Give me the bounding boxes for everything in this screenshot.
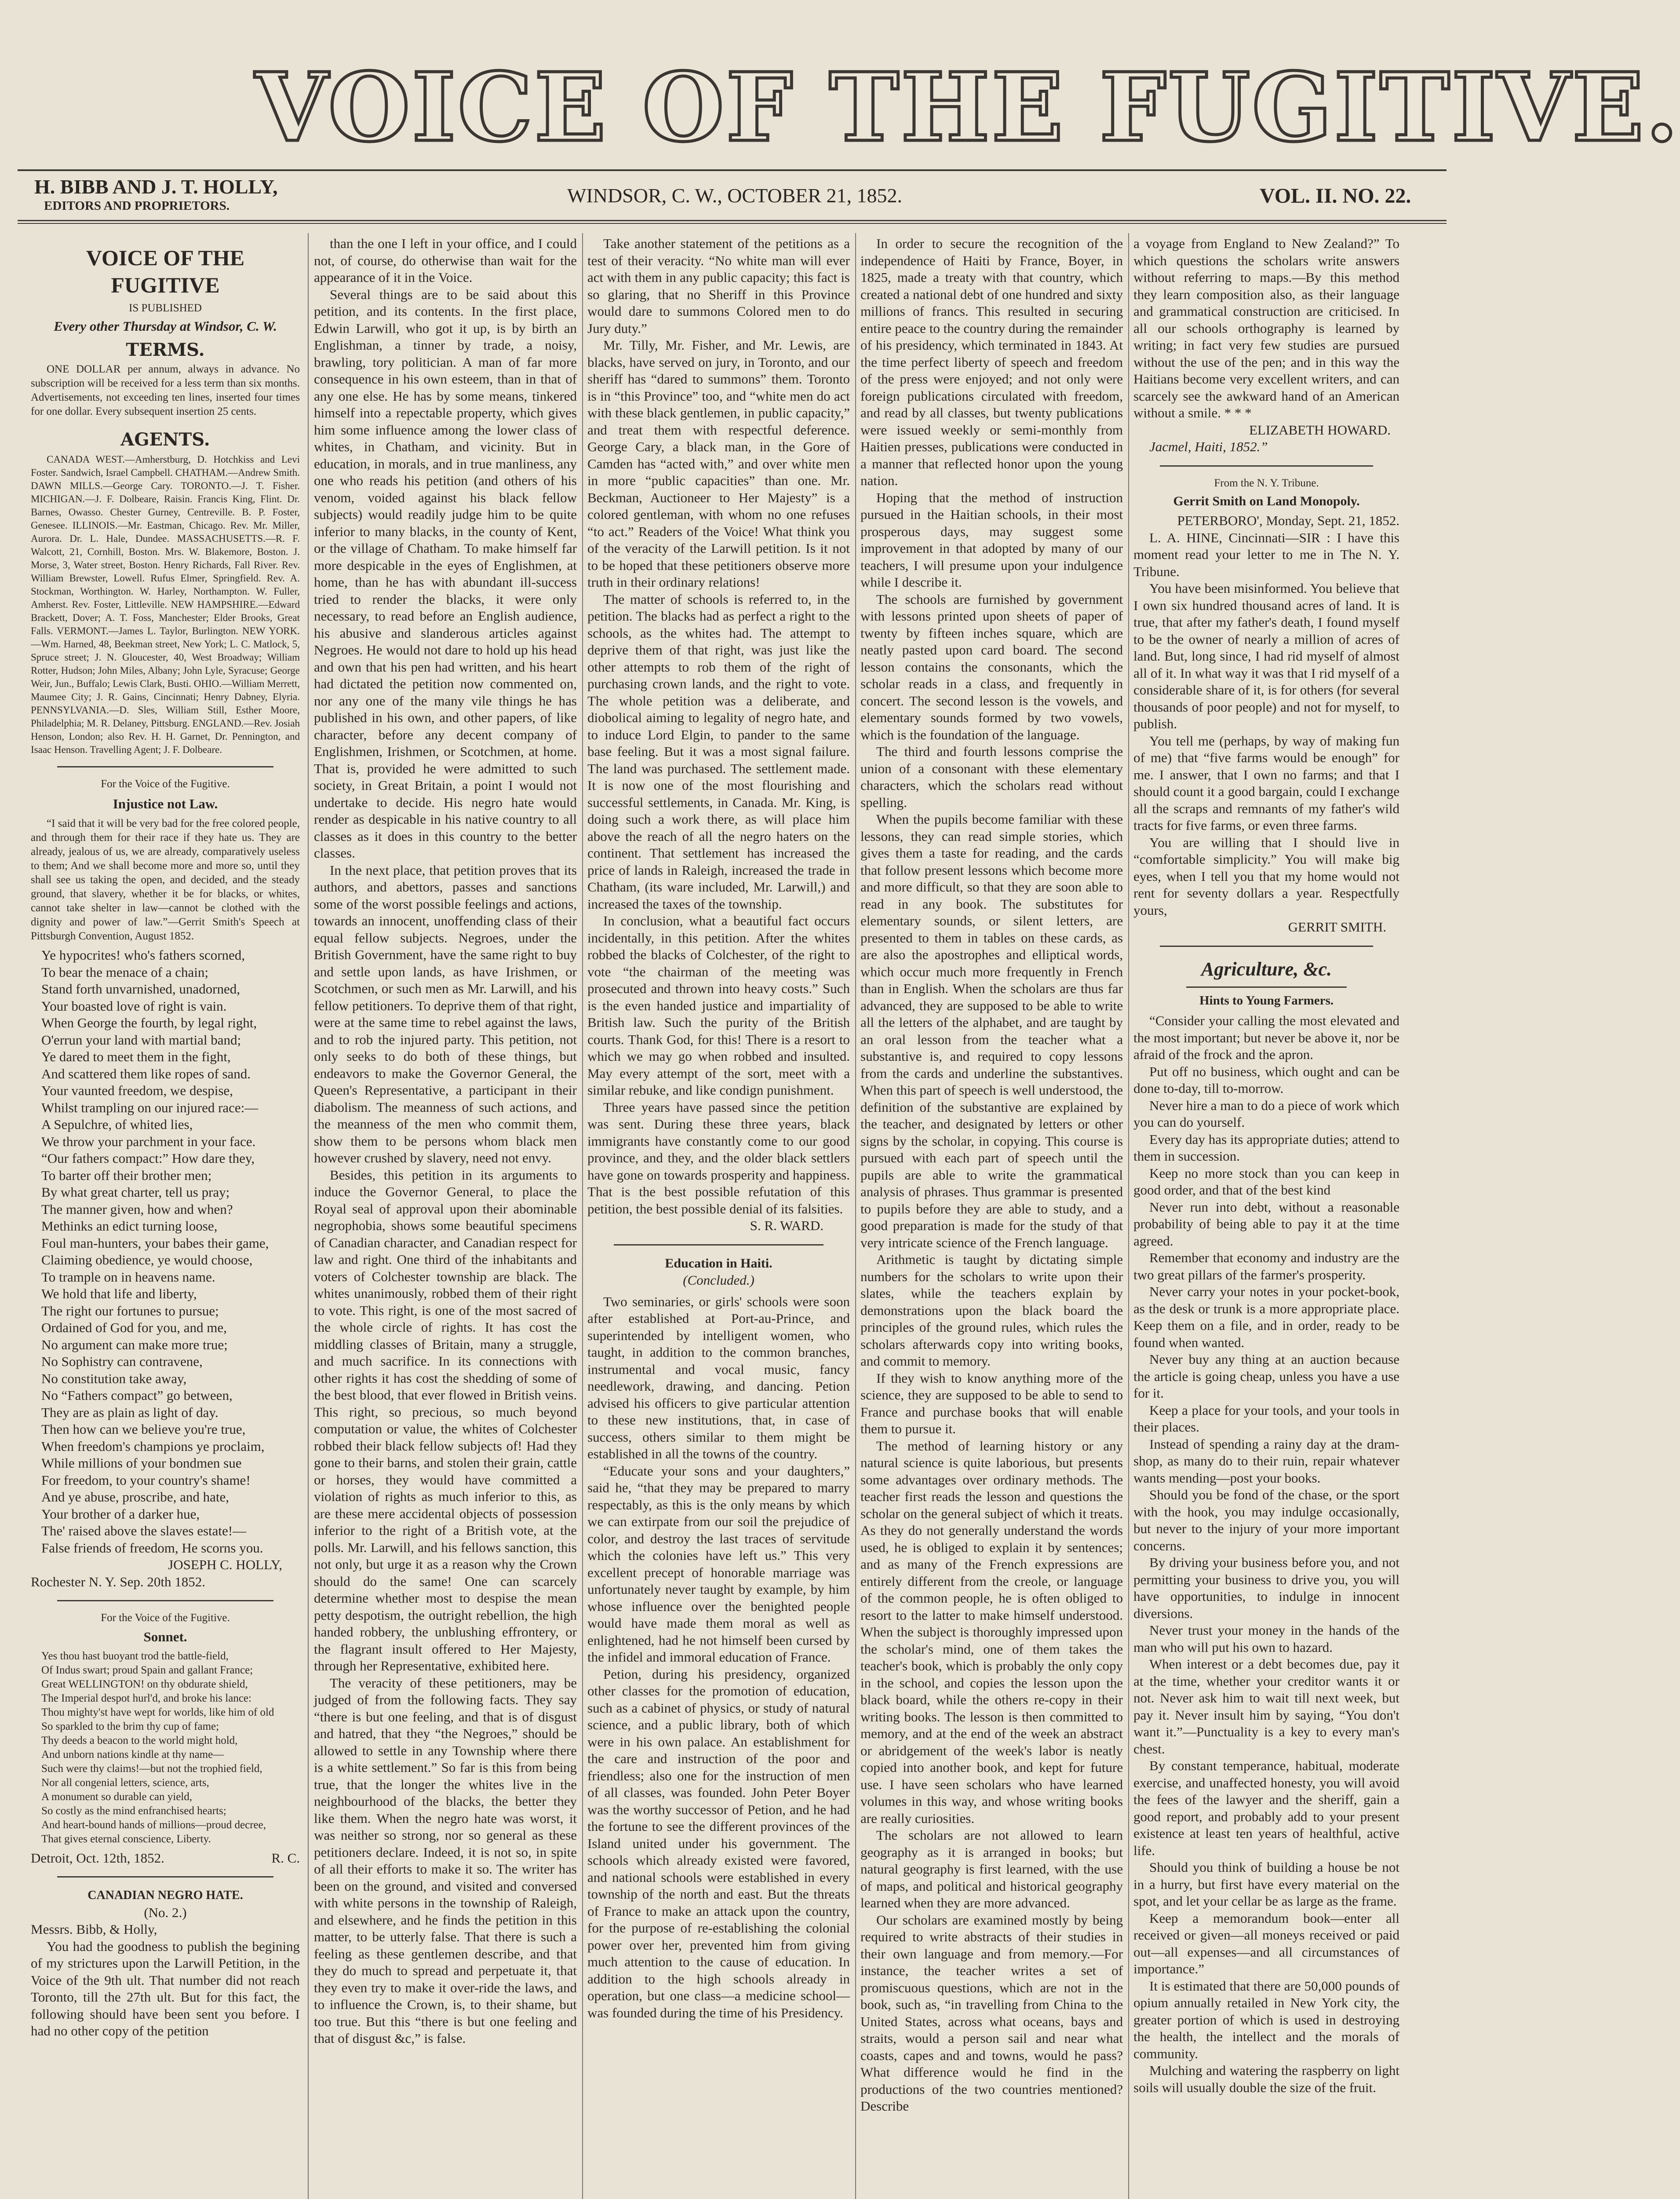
poem-line: Claiming obedience, ye would choose,: [41, 1252, 253, 1268]
article-paragraph: The schools are furnished by government with lessons printed upon sheets of paper of twenty by fifteen inches square, which are neatly pasted upon card board. The second lesson contains the consonants, which the scholar reads in a class, and frequently in concert. The second lesson is the vowels, and elementary sounds formed by two vowels, which is the foundation of the language.: [860, 591, 1123, 742]
section-rule: [57, 766, 273, 767]
hint-paragraph: Every day has its appropriate duties; attend to them in succession.: [1133, 1131, 1399, 1164]
article-paragraph: The method of learning history or any natural science is quite laborious, but presents some advantages over ordinary methods. The teacher first reads the lesson and questions the scholar on the general subject of which it treats. As they do not generally understand the words used, he is obliged to explain it by sentences; and as many of the French expressions are entirely different from the creole, or language of the common people, he is often obliged to resort to the latter to make himself understood. When the subject is thoroughly impressed upon the scholar's mind, one of them takes the teacher's book, which is probably the only copy in the school, and copies the lesson upon the black board, while the others re-copy in their writing books. The lesson is then committed to memory, and at the end of the week an abstract or abridgement of the week's labor is neatly copied into another book, and kept for future use. I have seen scholars who have learned volumes in this way, and whose writing books are really curiosities.: [860, 1438, 1123, 1826]
poem2-place: Detroit, Oct. 12th, 1852.: [31, 1850, 164, 1866]
poem-line: Great WELLINGTON! on thy obdurate shield,: [41, 1678, 248, 1690]
hate-title: CANADIAN NEGRO HATE.: [87, 1889, 243, 1902]
section-rule: [1160, 465, 1373, 467]
poem-line: Nor all congenial letters, science, arts,: [41, 1776, 209, 1789]
poem-line: We hold that life and liberty,: [41, 1286, 197, 1301]
hint-paragraph: “Consider your calling the most elevated and the most important; but never be above it, nor be afraid of the frock and the apron.: [1133, 1013, 1399, 1062]
poem-line: O'errun your land with martial band;: [41, 1032, 241, 1048]
ward-letter-body: [587, 235, 850, 1217]
article-paragraph: Besides, this petition in its arguments to induce the Governor General, to place the Royal seal of approval upon their abominable negrophobia, shows some beautiful specimens of Canadian character, and Canadian respect for law and right. One third of the inhabitants and voters of Colchester township are black. The whites unanimously, robbed them of their right to vote. This right, is one of the most sacred of the whole circle of rights. It has cost the middling classes of Britain, many a struggle, and much sacrifice. In its connections with other rights it has cost the shedding of some of the best blood, that ever flowed in British veins. This right, so precious, so much beyond computation or value, the whites of Colchester robbed their black fellow subjects of! Had they gone to their barns, and stolen their grain, cattle or horses, they would have committed a violation of rights as much inferior to this, as are these mere accidental objects of possession inferior to the right of a British vote, at the polls. Mr. Larwill, and his fellows sanction, this not only, but urge it as a reason why the Crown should do the same! One can scarcely determine whether most to despise the mean petty despotism, the outright rebellion, the high handed robbery, the unblushing effrontery, or the flagrant insult offered to Her Majesty, through her Representative, exhibited here.: [314, 1167, 577, 1673]
hint-paragraph: Never hire a man to do a piece of work which you can do yourself.: [1133, 1097, 1399, 1130]
poem-line: They are as plain as light of day.: [41, 1404, 219, 1420]
mulching-paragraph: Mulching and watering the raspberry on light soils will usually double the size of the fruit.: [1133, 2063, 1399, 2095]
poem-line: Your boasted love of right is vain.: [41, 998, 227, 1014]
article-paragraph: Several things are to be said about this petition, and its contents. In the first place, Edwin Larwill, who got it up, is by birth an Englishman, a tinner by trade, a noisy, brawling, tory politician. A man of far more consequence in his own esteem, than in that of any one else. He has by some means, tinkered himself into a repectable property, which gives him some influence among the lower class of whites, in Chatham, and vicinity. But in education, in morals, and in true manliness, any one who reads his petition (and others of his venom, voided against his black fellow subjects) would readily judge him to be quite inferior to many blacks, in the county of Kent, or the village of Chatham. To make himself far more despicable in the eyes of Englishmen, at home, than he has with abundant ill-success tried to render the blacks, it were only necessary, to read before an English audience, his abusive and slanderous articles against Negroes. He would not dare to hold up his head and own that his pen had written, and his heart had dictated the petition now commented on, nor any one of the many vile things he has published in his own, and other papers, of like character, before any decent company of Englishmen, Irishmen, or Scotchmen, at home. That is, provided he were admitted to such society, in Great Britain, a point I would not undertake to decide. His negro hate would render as despicable in his native country to all classes as it does in this country to the better classes.: [314, 286, 577, 861]
column-divider: [855, 233, 856, 2199]
poem-line: No “Fathers compact” go between,: [41, 1388, 233, 1403]
article-paragraph: Petion, during his presidency, organized other classes for the promotion of education, such as a cabinet of physics, or study of natural science, and a public library, both of which were in his own palace. An establishment for the care and instruction of the poor and friendless; also one for the instruction of men of all classes, was founded. John Peter Boyer was the worthy successor of Petion, and he had the fortune to see the different provinces of the Island united under his government. The schools which already existed were favored, and national schools were established in every township of the north and east. But the threats of France to make an attack upon the country, for the purpose of re-establishing the colonial power over her, prevented him from giving much attention to the cause of education. In addition to the high schools already in operation, but one class—a medicine school—was founded during the time of his Presidency.: [587, 1666, 850, 2020]
article-paragraph: “Educate your sons and your daughters,” said he, “that they may be prepared to marry respectably, as this is the only means by which we can extirpate from our soil the prejudice of color, and destroy the last traces of servitude which the colonies have left us.” This very excellent precept of honorable marriage was unfortunately never taught by example, by him whose influence over the benighted people would have made them moral as well as enlightened, had he not himself been cursed by the infidel and immoral education of France.: [587, 1463, 850, 1665]
poem-line: To bear the menace of a chain;: [41, 964, 208, 980]
hint-paragraph: Keep a place for your tools, and your tools in their places.: [1133, 1402, 1399, 1435]
hint-paragraph: By constant temperance, habitual, moderate exercise, and unaffected honesty, you will avoid the fees of the lawyer and the sheriff, gain a good report, and probably add to your present existence at least ten years of healthful, active life.: [1133, 1758, 1399, 1858]
poem2-source: For the Voice of the Fugitive.: [101, 1612, 230, 1624]
poem1-epigraph: “I said that it will be very bad for the free colored people, and through them for their race if they hate us. They are already, jealous of us, we are already, comparatively useless to them; And we shall become more and more so, until they shall see us taking the open, and decided, and the steady ground, that slavery, whether it be for blacks, or whites, cannot take shelter in law—cannot be clothed with the dignity and power of law.”—Gerrit Smith's Speech at Pittsburgh Convention, August 1852.: [31, 818, 300, 942]
poem-line: For freedom, to your country's shame!: [41, 1472, 251, 1488]
hint-paragraph: Should you think of building a house be not in a hurry, but first have every material on the spot, and let your cellar be as large as the frame.: [1133, 1859, 1399, 1909]
article-paragraph: than the one I left in your office, and I could not, of course, do otherwise than wait for the appearance of it in the Voice.: [314, 236, 577, 285]
poem-line: And scattered them like ropes of sand.: [41, 1066, 251, 1081]
editors-subline: EDITORS AND PROPRIETORS.: [44, 199, 230, 213]
article-paragraph: Take another statement of the petitions as a test of their veracity. “No white man will ever act with them in any public capacity; this fact is so glaring, that no Sheriff in this Province would dare to summons Colored men to do Jury duty.”: [587, 236, 850, 336]
poem-line: “Our fathers compact:” How dare they,: [41, 1151, 255, 1166]
column-divider: [582, 233, 583, 2199]
poem2-title: Sonnet.: [143, 1629, 187, 1644]
poem-line: Your vaunted freedom, we despise,: [41, 1083, 233, 1098]
section-rule: [57, 1600, 273, 1601]
header-top-rule: [18, 169, 1447, 171]
masthead-title: VOICE OF THE FUGITIVE.: [255, 52, 1680, 163]
hint-paragraph: When interest or a debt becomes due, pay it at the time, whether your creditor wants it or not. Never ask him to wait till next week, but pay it. Never insult him by saying, “You don't want it.”—Punctuality is a key to every man's chest.: [1133, 1656, 1399, 1757]
hint-paragraph: Never trust your money in the hands of the man who will put his own to hazard.: [1133, 1622, 1399, 1655]
poem-line: Then how can we believe you're true,: [41, 1421, 246, 1437]
hate-salutation: Messrs. Bibb, & Holly,: [31, 1921, 157, 1937]
terms-heading: TERMS.: [126, 339, 205, 360]
hint-paragraph: Keep no more stock than you can keep in good order, and that of the best kind: [1133, 1165, 1399, 1198]
ward-signature: S. R. WARD.: [750, 1218, 824, 1233]
article-paragraph: Three years have passed since the petition was sent. During these three years, black immigrants have constantly come to our good province, and they, and the older black settlers have gone on towards prosperity and happiness. That is the best possible refutation of this petition, the best possible denial of its falsities.: [587, 1099, 850, 1216]
hint-paragraph: Put off no business, which ought and can be done to-day, till to-morrow.: [1133, 1063, 1399, 1096]
haiti-body: [587, 1293, 850, 2022]
article-paragraph: In order to secure the recognition of the independence of Haiti by France, Boyer, in 1825, made a treaty with that country, which created a national debt of one hundred and sixty millions of francs. This resulted in securing entire peace to the country during the remainder of his presidency, which terminated in 1843. At the time perfect liberty of speech and freedom of the press were enjoyed; and not only were foreign publications circulated with freedom, and read by all classes, but twenty publications were issued weekly or semi-monthly from Haitien presses, publications were conducted in a manner that reflected honor upon the young nation.: [860, 236, 1123, 488]
poem-line: Stand forth unvarnished, unadorned,: [41, 981, 240, 997]
poem-line: And ye abuse, proscribe, and hate,: [41, 1489, 229, 1505]
poem-line: Foul man-hunters, your babes their game,: [41, 1235, 269, 1251]
howard-signature: ELIZABETH HOWARD.: [1249, 422, 1391, 438]
smith-dateline: PETERBORO', Monday, Sept. 21, 1852.: [1177, 513, 1399, 528]
article-paragraph: The scholars are not allowed to learn geography as it is arranged in books; but natural geography is first learned, with the use of maps, and political and historical geography learned when they are more advanced.: [860, 1827, 1123, 1910]
poem-line: Yes thou hast buoyant trod the battle-field,: [41, 1650, 229, 1662]
poem-line: To trample on in heavens name.: [41, 1269, 215, 1285]
poem-line: A Sepulchre, of whited lies,: [41, 1117, 193, 1132]
smith-letter-body: [1133, 530, 1399, 919]
hints-body: [1133, 1012, 1399, 1978]
poem-line: Of Indus swart; proud Spain and gallant France;: [41, 1664, 253, 1676]
column-divider: [308, 233, 309, 2199]
article-paragraph: If they wish to know anything more of the science, they are supposed to be able to send to France and purchase books that will enable them to pursue it.: [860, 1370, 1123, 1436]
poem1-title: Injustice not Law.: [113, 796, 218, 811]
article-paragraph: The third and fourth lessons comprise the union of a consonant with these elementary characters, which the scholars read without spelling.: [860, 744, 1123, 810]
poem-line: By what great charter, tell us pray;: [41, 1184, 230, 1200]
poem-line: To barter off their brother men;: [41, 1167, 212, 1183]
hint-paragraph: Remember that economy and industry are the two great pillars of the farmer's prosperity.: [1133, 1250, 1399, 1282]
article-paragraph: When the pupils become familiar with these lessons, they can read simple stories, which gives them a taste for reading, and the cards that follow present lessons which become more and more difficult, so that they are soon able to read in any book. The substitutes for elementary sounds, or silent letters, are presented to them in tables on these cards, as are also the apostrophes and elliptical words, which occur much more frequently in French than in English. When the scholars are thus far advanced, they are supposed to be able to write all the letters of the alphabet, and are taught by an oral lesson from the teacher what a substantive is, and required to copy lessons from the cards and underline the substantives. When this part of speech is well understood, the definition of the substantive are explained by the teacher, and designated by letters or other signs by the scholar, in copying. This course is pursued with each part of speech until the pupils are able to write the grammatical analysis of phrases. Thus grammar is presented to pupils before they are able to study, and a good preparation is made for the study of that very intricate science of the French language.: [860, 811, 1123, 1250]
poem-line: The manner given, how and when?: [41, 1201, 233, 1217]
hate-number: (No. 2.): [144, 1904, 187, 1920]
column-divider: [1128, 233, 1129, 2199]
poem1-verse: [31, 947, 300, 1556]
hint-paragraph: Instead of spending a rainy day at the dram-shop, as many do to their ruin, repair whatever wants mending—post your books.: [1133, 1436, 1399, 1486]
poem-line: No argument can make more true;: [41, 1337, 228, 1352]
poem-line: While millions of your bondmen sue: [41, 1455, 242, 1471]
poem-line: So costly as the mind enfranchised hearts;: [41, 1804, 226, 1817]
volume-number: VOL. II. NO. 22.: [1260, 184, 1411, 208]
published-line: IS PUBLISHED: [129, 302, 202, 314]
agents-heading: AGENTS.: [120, 429, 210, 450]
column-3: [587, 235, 850, 2199]
hate-text: You had the goodness to publish the begining of my strictures upon the Larwill Petition, in the Voice of the 9th ult. That number did not reach Toronto, till the 27th ult. But for this fact, the following should have been sent you before. I had no other copy of the petition: [31, 1938, 300, 2038]
article-paragraph: In the next place, that petition proves that its authors, and abettors, passes and sanctions some of the worst possible feelings and actions, towards an innocent, unoffending class of their equal fellow subjects. Negroes, under the British Government, have the same right to buy and settle upon lands, as have Irishmen, or Scotchmen, or such men as Mr. Larwill, and his fellow petitioners. To deprive them of that right, were at the same time to rebel against the laws, and to rob the injured party. This petition, not only seeks to do both of these things, but endeavors to make the Governor General, the Queen's Representative, a participant in their diabolism. The meanness of such actions, and the meanness of the men who commit them, show them to be persons whom black men however crushed by slavery, need not envy.: [314, 862, 577, 1165]
smith-title: Gerrit Smith on Land Monopoly.: [1173, 493, 1360, 508]
hints-title: Hints to Young Farmers.: [1199, 993, 1334, 1008]
poem-line: When George the fourth, by legal right,: [41, 1015, 257, 1030]
poem-line: No Sophistry can contravene,: [41, 1354, 203, 1369]
poem-line: Such were thy claims!—but not the trophied field,: [41, 1762, 262, 1775]
section-rule: [1160, 946, 1373, 947]
column-1: [31, 235, 300, 2199]
poem-line: That gives eternal conscience, Liberty.: [41, 1833, 211, 1845]
dateline: WINDSOR, C. W., OCTOBER 21, 1852.: [567, 184, 903, 207]
poem-line: No constitution take away,: [41, 1370, 187, 1386]
poem-line: Ye dared to meet them in the fight,: [41, 1049, 231, 1064]
poem-line: A monument so durable can yield,: [41, 1790, 192, 1803]
hint-paragraph: Never carry your notes in your pocket-book, as the desk or trunk is a more appropriate place. Keep them on a file, and in order, ready to be found when wanted.: [1133, 1284, 1399, 1350]
poem-line: The' raised above the slaves estate!—: [41, 1523, 247, 1538]
poem-line: We throw your parchment in your face.: [41, 1133, 256, 1149]
section-rule: [614, 1244, 824, 1246]
article-paragraph: Mr. Tilly, Mr. Fisher, and Mr. Lewis, are blacks, have served on jury, in Toronto, and our sheriff has “dared to summons” them. Toronto is in “this Province” too, and “white men do act with these black gentlemen, in public capacity,” and treat them with respectful deference. George Cary, a black man, in the Gore of Camden has “acted with,” and over white men in more “public capacities” than one. Mr. Beckman, Auctioneer to Her Majesty” is a colored gentleman, with whom no one refuses “to act.” Readers of the Voice! What think you of the veracity of the Larwill petition. Is it not to be hoped that these petitioners observe more truth in their ordinary relations!: [587, 337, 850, 590]
article-paragraph: The veracity of these petitioners, may be judged of from the following facts. They say “there is but one feeling, and that is of disgust and hatred, that they “the Negroes,” should be allowed to settle in any Township where there is a white settlement.” So far is this from being true, that the longer the whites live in the neighbourhood of the blacks, the better they like them. When the negro hate was worst, it was neither so strong, nor so general as these petitioners declare. Indeed, it is not so, in spite of all their efforts to make it so. The writer has been on the ground, and visited and conversed with white persons in the township of Raleigh, and elsewhere, and he finds the petition in this matter, to be utterly false. That there is such a feeling as these gentlemen describe, and that they do much to spread and perpetuate it, that they even try to make it over-ride the laws, and to influence the Crown, is, to their shame, but too true. But this “there is but one feeling and that of disgust &c,” is false.: [314, 1675, 577, 2046]
column-2: [314, 235, 577, 2199]
poem-line: The right our fortunes to pursue;: [41, 1303, 219, 1319]
poem2-verse: [31, 1649, 300, 1846]
article-paragraph: Two seminaries, or girls' schools were soon after established at Port-au-Prince, and superintended by intelligent women, who taught, in addition to the common branches, instrumental and vocal music, fancy needlework, drawing, and dancing. Petion advised his officers to give particular attention to these new institutions, that, in case of success, others similar to them might be established in all the towns of the country.: [587, 1293, 850, 1461]
poem-line: Whilst trampling on our injured race:—: [41, 1100, 259, 1115]
hint-paragraph: Keep a memorandum book—enter all received or given—all moneys received or paid out—all expenses—and all circumstances of importance.”: [1133, 1910, 1399, 1976]
agriculture-heading: Agriculture, &c.: [1201, 958, 1332, 980]
editors-line: H. BIBB AND J. T. HOLLY,: [34, 175, 278, 198]
poem-line: Thou mighty'st have wept for worlds, like him of old: [41, 1706, 274, 1718]
voice-title: VOICE OF THE FUGITIVE: [86, 245, 245, 297]
agents-list: CANADA WEST.—Amherstburg, D. Hotchkiss and Levi Foster. Sandwich, Israel Campbell. CHATHAM.—Andrew Smith. DAWN MILLS.—George Cary. TORONTO.—J. T. Fisher. MICHIGAN.—J. F. Dolbeare, Raisin. Francis King, Flint. Dr. Barnes, Owasso. Chester Gurney, Centreville. B. P. Foster, Genesee. ILLINOIS.—Mr. Eastman, Chicago. Rev. Mr. Miller, Aurora. Dr. L. Hale, Dundee. MASSACHUSETTS.—R. F. Walcott, 21, Cornhill, Boston. Mrs. W. Blakemore, Boston. J. Morse, 3, Water street, Boston. Henry Richards, Fall River. Rev. William Brewster, Lowell. Rufus Elmer, Springfield. Rev. A. Stockman, Worthington. W. Harley, Northampton. W. Fuller, Amherst. Rev. Foster, Littleville. NEW HAMPSHIRE.—Edward Brackett, Dover; A. T. Foss, Manchester; Elder Brooks, Great Falls. VERMONT.—James L. Taylor, Burlington. NEW YORK.—Wm. Harned, 48, Beekman street, New York; L. C. Matlock, 5, Spruce street; J. N. Gloucester, 40, West Broadway; William Rotter, Hudson; John Miles, Albany; John Lyle, Syracuse; George Weir, Jun., Buffalo; Lewis Clark, Busti. OHIO.—William Merrett, Maumee City; J. R. Gains, Cincinnati; Henry Dabney, Elyria. PENNSYLVANIA.—D. Sles, William Still, Esther Moore, Philadelphia; M. R. Delaney, Pittsburg. ENGLAND.—Rev. Josiah Henson, London; also Rev. H. H. Garnet, Dr. Pennington, and Isaac Henson. Travelling Agent; J. F. Dolbeare.: [31, 453, 300, 755]
poem1-author: JOSEPH C. HOLLY,: [168, 1557, 282, 1572]
tribune-source: From the N. Y. Tribune.: [1214, 477, 1319, 489]
haiti-concluded: (Concluded.): [683, 1272, 754, 1288]
poem-line: So sparkled to the brim thy cup of fame;: [41, 1720, 219, 1732]
hint-paragraph: Should you be fond of the chase, or the sport with the hook, you may indulge occasionally, but never to the injury of your more important concerns.: [1133, 1487, 1399, 1553]
terms-text: ONE DOLLAR per annum, always in advance. No subscription will be received for a less term than six months. Advertisements, not exceeding ten lines, inserted four times for one dollar. Every subsequent insertion 25 cents.: [31, 363, 300, 417]
poem-line: Your brother of a darker hue,: [41, 1506, 200, 1522]
howard-continued: a voyage from England to New Zealand?” To which questions the scholars write answers without referring to maps.—By this method they learn composition also, as their language and grammatical construction are criticised. In all our schools orthography is learned by writing; in fact very few studies are pursued without the use of the pen; and in this way the Haitians become very excellent writers, and can scarcely see the awkward hand of an American without a smile. * * *: [1133, 236, 1399, 420]
article-paragraph: You have been misinformed. You believe that I own six hundred thousand acres of land. It is true, that after my father's death, I found myself to be the owner of nearly a million of acres of land. But, long since, I had rid myself of almost all of it. In what way it was that I rid myself of a considerable share of it, is for others (for several thousands of poor people) and not for myself, to publish.: [1133, 581, 1399, 731]
article-paragraph: You tell me (perhaps, by way of making fun of me) that “five farms would be enough” for me. I answer, that I own no farms; and that I should count it a good bargain, could I exchange all the scraps and remnants of my father's wild tracts for five farms, or even three farms.: [1133, 733, 1399, 833]
hint-paragraph: By driving your business before you, and not permitting your business to drive you, you will have opportunities, to indulge in innocent diversions.: [1133, 1555, 1399, 1621]
article-paragraph: The matter of schools is referred to, in the petition. The blacks had as perfect a right to the schools, as the whites had. The attempt to deprive them of that right, was just like the other attempts to rob them of the right of purchasing crown lands, and the right to vote. The whole petition was a deliberate, and diobolical aiming to legality of negro hate, and to induce Lord Elgin, to pander to the same base feeling. But it was a most signal failure. The land was purchased. The settlement made. It is now one of the most flourishing and successful settlements, in Canada. Mr. King, is doing such a work there, as will place him above the reach of all the negro haters on the continent. That settlement has increased the price of lands in Raleigh, increased the trade in Chatham, (its ware included, Mr. Larwill,) and increased the taxes of the township.: [587, 591, 850, 912]
poem2-signature: R. C.: [271, 1850, 300, 1866]
poem-line: Ye hypocrites! who's fathers scorned,: [41, 947, 245, 963]
every-line: Every other Thursday at Windsor, C. W.: [54, 318, 277, 334]
poem1-place: Rochester N. Y. Sep. 20th 1852.: [31, 1574, 205, 1589]
poem-line: Methinks an edict turning loose,: [41, 1218, 218, 1234]
header-bottom-rule: [18, 220, 1447, 221]
column-4: [860, 235, 1123, 2199]
smith-signature: GERRIT SMITH.: [1288, 919, 1386, 935]
hint-paragraph: Never run into debt, without a reasonable probability of being able to pay it at the time agreed.: [1133, 1199, 1399, 1249]
section-rule: [57, 1876, 273, 1878]
hint-paragraph: Never buy any thing at an auction because the article is going cheap, unless you have a use for it.: [1133, 1352, 1399, 1401]
section-rule: [1186, 986, 1347, 988]
howard-place: Jacmel, Haiti, 1852.”: [1149, 439, 1268, 454]
poem-line: Thy deeds a beacon to the world might hold,: [41, 1734, 238, 1746]
article-paragraph: Arithmetic is taught by dictating simple numbers for the scholars to write upon their slates, while the teachers explain by demonstrations upon the black board the principles of the ground rules, which rules the scholars afterwards copy into writing books, and commit to memory.: [860, 1252, 1123, 1369]
article-paragraph: In conclusion, what a beautiful fact occurs incidentally, in this petition. After the whites robbed the blacks of Colchester, of the right to vote “the chairman of the meeting was prosecuted and thrown into heavy costs.” Such is the even handed justice and impartiality of British law. Such the purity of the British courts. Thank God, for this! There is a resort to which we may go when robbed and insulted. May every attempt of the sort, meet with a similar rebuke, and like condign punishment.: [587, 913, 850, 1098]
poem-line: The Imperial despot hurl'd, and broke his lance:: [41, 1692, 251, 1704]
article-paragraph: L. A. HINE, Cincinnati—SIR : I have this moment read your letter to me in The N. Y. Tribune.: [1133, 530, 1399, 579]
article-paragraph: Hoping that the method of instruction pursued in the Haitian schools, in their most prosperous days, may suggest some improvement in that adopted by many of our teachers, I will presume upon your indulgence while I describe it.: [860, 489, 1123, 590]
column-5: [1133, 235, 1399, 2199]
poem-line: False friends of freedom, He scorns you.: [41, 1540, 263, 1556]
poem-line: And unborn nations kindle at thy name—: [41, 1748, 224, 1761]
haiti-title: Education in Haiti.: [665, 1256, 773, 1271]
poem-line: And heart-bound hands of millions—proud decree,: [41, 1819, 266, 1831]
poem-line: Ordained of God for you, and me,: [41, 1320, 227, 1335]
opium-paragraph: It is estimated that there are 50,000 pounds of opium annually retailed in New York city, the greater portion of which is used in destroying the health, the intellect and the morals of community.: [1133, 1978, 1399, 2061]
article-paragraph: Our scholars are examined mostly by being required to write abstracts of their studies in their own language and from memory.—For instance, the teacher writes a set of promiscuous questions, which are not in the book, such as, “in travelling from China to the United States, across what oceans, bays and straits, would a person sail and near what coasts, capes and and towns, would he pass? What difference would he find in the productions of the two countries mentioned? Describe: [860, 1912, 1123, 2114]
poem1-source: For the Voice of the Fugitive.: [101, 778, 230, 790]
poem2-footer: [31, 1850, 300, 1867]
header-bottom-rule-2: [18, 223, 1447, 224]
poem-line: When freedom's champions ye proclaim,: [41, 1438, 265, 1454]
article-paragraph: You are willing that I should live in “comfortable simplicity.” You will make big eyes, when I tell you that my home would not rent for seventy dollars a year. Respectfully yours,: [1133, 834, 1399, 918]
